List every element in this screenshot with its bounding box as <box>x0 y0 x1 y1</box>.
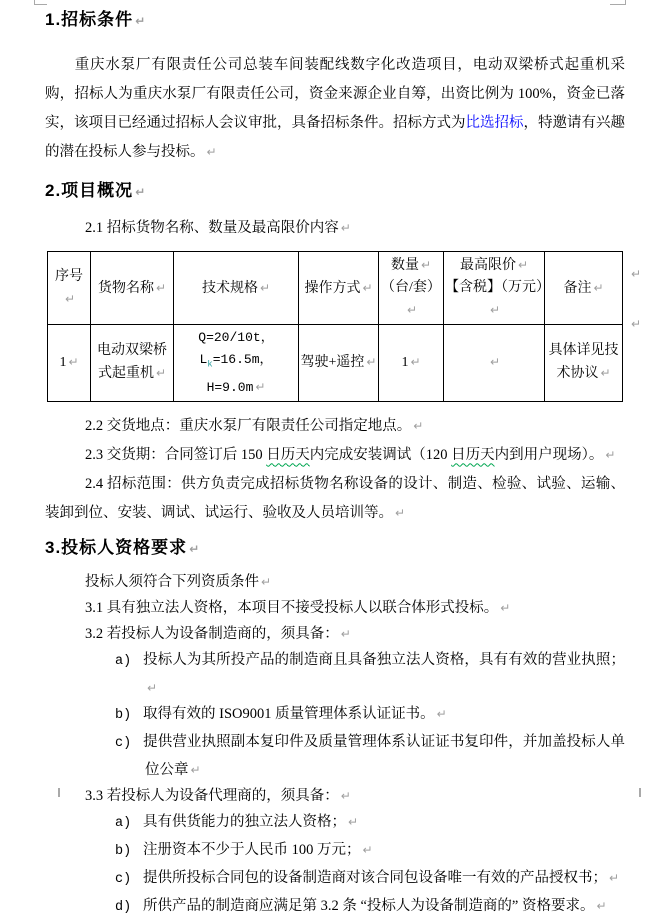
col-header-max-price-line1: 最高限价 <box>459 258 516 273</box>
paragraph-text-after-link: ，特邀请有兴趣的潜在投标人参与投标。 <box>45 115 625 160</box>
paragraph-mark: ↵ <box>155 366 167 381</box>
col-header-max-price <box>444 252 550 325</box>
item-3-1 <box>45 595 625 621</box>
list-item-text: 投标人为其所投产品的制造商且具备独立法人资格，具有有效的营业执照； <box>143 651 625 668</box>
paragraph-mark: ↵ <box>259 280 271 295</box>
col-header-quantity-line2: （台/套） <box>381 280 441 295</box>
cell-note-text: 具体详见技术协议 <box>548 343 619 382</box>
col-header-goods-name <box>91 252 174 325</box>
paragraph-mark: ↵ <box>147 680 158 695</box>
row-end-mark: ↵ <box>631 317 642 331</box>
grammar-check-underline: 日历天 <box>266 446 310 463</box>
list-item-text: 提供营业执照副本复印件及质量管理体系认证证书复印件，并加盖投标人单位公章 <box>143 733 625 778</box>
paragraph-mark: ↵ <box>190 762 201 777</box>
list-item-3-3-a <box>45 809 625 837</box>
paragraph-mark: ↵ <box>406 303 418 317</box>
item-3-2-text: 3.2 若投标人为设备制造商的，须具备： <box>85 625 339 642</box>
paragraph-mark: ↵ <box>189 541 201 556</box>
list-item-label: a) <box>115 653 132 669</box>
paragraph-mark: ↵ <box>410 355 421 370</box>
paragraph-mark: ↵ <box>605 447 616 462</box>
text-boundary-mark-top-right <box>610 0 626 5</box>
col-header-goods-name-text: 货物名称 <box>97 280 154 296</box>
cell-operation-mode-text: 驾驶+遥控 <box>300 355 365 371</box>
paragraph-mark: ↵ <box>395 505 406 520</box>
cell-seq <box>48 325 91 402</box>
col-header-operation-mode-text: 操作方式 <box>304 280 361 296</box>
link-bixuan-bidding-method[interactable]: 比选招标 <box>465 115 524 131</box>
paragraph-mark: ↵ <box>609 870 620 885</box>
col-header-max-price-line2: 【含税】（万元） <box>445 280 550 295</box>
paragraph-mark: ↵ <box>348 814 359 829</box>
item-2-1-text: 2.1 招标货物名称、数量及最高限价内容 <box>85 220 339 236</box>
paragraph-mark: ↵ <box>135 14 147 28</box>
cell-tech-spec <box>174 325 299 402</box>
paragraph-mark: ↵ <box>340 626 351 641</box>
paragraph-mark: ↵ <box>489 355 501 370</box>
col-header-quantity <box>379 252 444 325</box>
paragraph-mark: ↵ <box>340 221 351 235</box>
paragraph-mark: ↵ <box>366 355 377 370</box>
paragraph-mark: ↵ <box>362 280 373 295</box>
list-item-label: c) <box>115 871 132 887</box>
paragraph-mark: ↵ <box>155 280 167 295</box>
heading-bidding-conditions-text: 1.招标条件 <box>45 10 134 29</box>
list-item-text: 提供所投标合同包的设备制造商对该合同包设备唯一有效的产品授权书； <box>143 869 607 886</box>
goods-table-row-1 <box>48 325 623 402</box>
paragraph-mark: ↵ <box>64 291 76 306</box>
goods-table-header-row <box>48 252 623 325</box>
list-item-text: 注册资本不少于人民币 100 万元； <box>143 841 361 858</box>
list-item-3-2-c <box>45 729 625 783</box>
item-2-3-part3: 内到用户现场）。 <box>494 446 604 463</box>
item-2-3-part2: 内完成安装调试（120 <box>309 446 452 463</box>
item-3-2 <box>45 621 625 647</box>
paragraph-mark: ↵ <box>596 898 607 913</box>
item-3-3-text: 3.3 若投标人为设备代理商的，须具备： <box>85 787 339 804</box>
item-2-1-goods-overview <box>45 214 625 243</box>
list-item-3-3-d <box>45 893 625 921</box>
paragraph-mark: ↵ <box>206 145 217 159</box>
cell-quantity <box>379 325 444 402</box>
goods-table <box>47 251 623 402</box>
list-item-3-3-b <box>45 837 625 865</box>
list-item-text: 所供产品的制造商应满足第 3.2 条 “投标人为设备制造商的” 资格要求。 <box>143 897 595 914</box>
qualifications-intro-text: 投标人须符合下列资质条件 <box>85 573 259 590</box>
cell-spec-line2: =16.5m，H=9.0m <box>206 352 273 395</box>
list-item-text: 具有供货能力的独立法人资格； <box>143 813 346 830</box>
col-header-note <box>545 252 623 325</box>
list-item-label: b) <box>115 707 132 723</box>
col-header-seq <box>48 252 91 325</box>
cell-goods-name-text: 电动双梁桥式起重机 <box>97 343 167 382</box>
paragraph-mark: ↵ <box>500 600 511 615</box>
cell-spec-subscript-k: k <box>207 359 213 370</box>
paragraph-mark: ↵ <box>489 303 501 317</box>
heading-bidder-qualifications <box>45 536 625 561</box>
col-header-quantity-line1: 数量 <box>390 258 419 273</box>
row-end-mark: ↵ <box>631 267 642 281</box>
document-content <box>45 8 642 921</box>
item-2-2-text: 2.2 交货地点：重庆水泵厂有限责任公司指定地点。 <box>85 417 412 434</box>
col-header-tech-spec-text: 技术规格 <box>201 280 258 296</box>
item-2-4-bidding-scope <box>45 470 625 528</box>
paragraph-text-before-link: 重庆水泵厂有限责任公司总装车间装配线数字化改造项目，电动双梁桥式起重机采购，招标人为重庆水泵厂有限责任公司，资金来源企业自筹，出资比例为 100%，资金已落实，该项目已经通过招标人会议审批，具备招标条件。招标方式为 <box>45 57 625 131</box>
paragraph-mark: ↵ <box>420 258 432 272</box>
col-header-tech-spec <box>174 252 299 325</box>
text-boundary-mark-bottom-right <box>639 788 641 797</box>
heading-project-overview-text: 2.项目概况 <box>45 181 134 200</box>
heading-bidder-qualifications-text: 3.投标人资格要求 <box>45 537 188 557</box>
goods-table-wrap <box>45 251 642 402</box>
col-header-note-text: 备注 <box>563 280 592 296</box>
cell-operation-mode <box>299 325 379 402</box>
item-2-4-text: 2.4 招标范围：供方负责完成招标货物名称设备的设计、制造、检验、试验、运输、装卸到位、安装、调试、试运行、验收及人员培训等。 <box>45 475 625 521</box>
col-header-operation-mode <box>299 252 379 325</box>
grammar-check-underline: 日历天 <box>451 446 495 463</box>
paragraph-mark: ↵ <box>68 355 79 370</box>
col-header-seq-text: 序号 <box>55 268 83 284</box>
cell-quantity-text: 1 <box>401 355 409 371</box>
paragraph-mark: ↵ <box>261 574 272 589</box>
paragraph-mark: ↵ <box>413 418 424 433</box>
list-item-3-2-b <box>45 701 625 729</box>
list-item-label: d) <box>115 899 132 915</box>
item-2-3-delivery-period <box>45 441 625 470</box>
item-3-3 <box>45 783 625 809</box>
paragraph-mark: ↵ <box>436 706 447 721</box>
text-boundary-mark-top-left <box>34 0 47 5</box>
list-item-label: c) <box>115 735 132 751</box>
item-2-3-part1: 2.3 交货期：合同签订后 150 <box>85 446 267 463</box>
list-item-3-3-c <box>45 865 625 893</box>
cell-goods-name <box>91 325 174 402</box>
item-2-2-delivery-place <box>45 412 625 441</box>
heading-project-overview <box>45 179 625 204</box>
paragraph-mark: ↵ <box>593 280 604 295</box>
heading-bidding-conditions <box>45 8 625 33</box>
list-item-label: a) <box>115 815 132 831</box>
item-3-1-text: 3.1 具有独立法人资格，本项目不接受投标人以联合体形式投标。 <box>85 599 499 616</box>
paragraph-mark: ↵ <box>135 185 147 199</box>
cell-seq-text: 1 <box>59 355 67 371</box>
cell-spec-line1: Q=20/10t， <box>198 330 274 345</box>
cell-spec-symbol-l: L <box>199 352 208 367</box>
qualifications-intro <box>45 569 625 595</box>
paragraph-mark: ↵ <box>600 366 611 381</box>
bidding-conditions-paragraph <box>45 51 625 167</box>
paragraph-mark: ↵ <box>517 258 529 272</box>
list-item-3-2-a <box>45 647 625 701</box>
cell-max-price-empty <box>444 325 545 402</box>
list-item-text: 取得有效的 ISO9001 质量管理体系认证证书。 <box>143 705 435 722</box>
paragraph-mark: ↵ <box>255 379 266 394</box>
paragraph-mark: ↵ <box>340 788 351 803</box>
cell-note <box>545 325 623 402</box>
list-item-label: b) <box>115 843 132 859</box>
paragraph-mark: ↵ <box>362 842 373 857</box>
